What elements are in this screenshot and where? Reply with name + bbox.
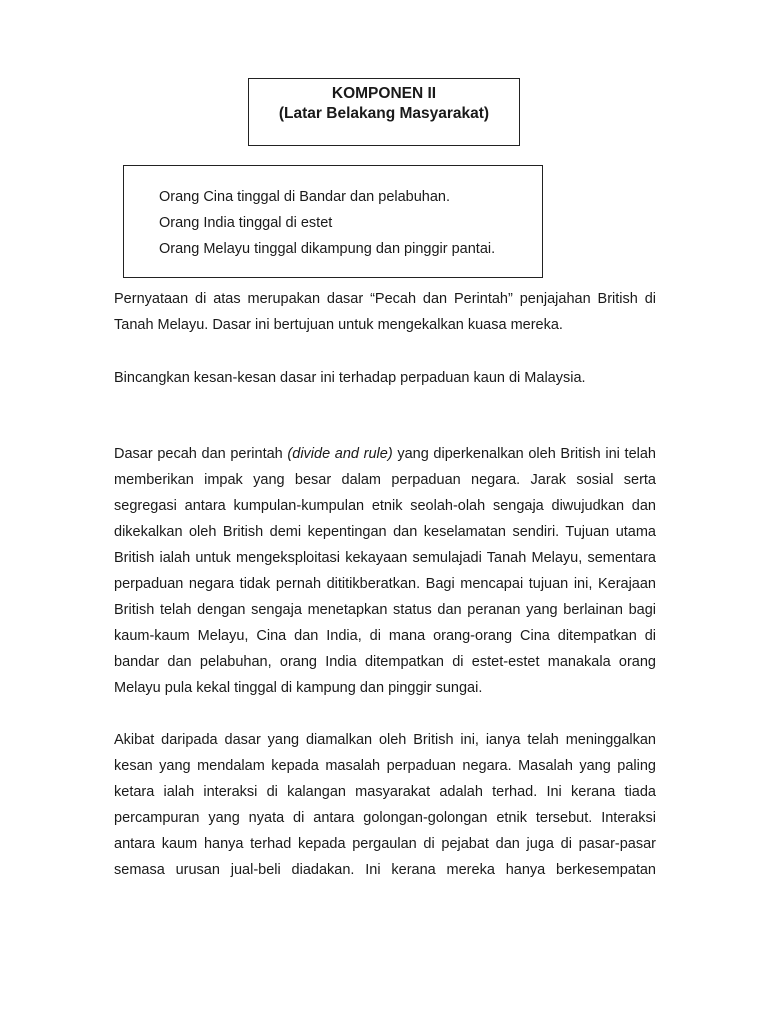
title-box (248, 78, 520, 146)
title-heading: KOMPONEN II (331, 85, 437, 102)
question-paragraph: Bincangkan kesan-kesan dasar ini terhadap perpaduan kaun di Malaysia. (114, 370, 586, 386)
title-subheading: (Latar Belakang Masyarakat) (278, 105, 490, 122)
statement-box (123, 165, 543, 278)
intro-paragraph: Pernyataan di atas merupakan dasar “Pecah dan Perintah” penjajahan British di Tanah Melayu. Dasar ini bertujuan untuk mengekalkan kuasa mereka. (114, 291, 656, 333)
essay-paragraph-2: Akibat daripada dasar yang diamalkan oleh British ini, ianya telah meninggalkan kesan yang mendalam kepada masalah perpaduan negara. Masalah yang paling ketara ialah interaksi di kalangan masyarakat adalah terhad. Ini kerana tiada percampuran yang nyata di antara golongan-golongan etnik tersebut. Interaksi antara kaum hanya terhad kepada pergaulan di pejabat dan juga di pasar-pasar semasa urusan jual-beli diadakan. Ini kerana mereka hanya berkesempatan (114, 732, 656, 878)
essay-italic-term: (divide and rule) (287, 446, 393, 462)
essay-paragraph-1-start: Dasar pecah dan perintah (114, 446, 288, 462)
statement-chinese: Orang Cina tinggal di Bandar dan pelabuhan. (159, 189, 451, 205)
statement-malay: Orang Melayu tinggal dikampung dan pinggir pantai. (159, 241, 496, 257)
essay-paragraph-1 (114, 441, 656, 701)
essay-paragraph-1-rest: yang diperkenalkan oleh British ini telah memberikan impak yang besar dalam perpaduan negara. Jarak sosial serta segregasi antara kumpulan-kumpulan etnik seolah-olah sengaja diwujudkan dan dikekalkan oleh British demi kepentingan dan keselamatan sendiri. Tujuan utama British ialah untuk mengeksploitasi kekayaan semulajadi Tanah Melayu, sementara perpaduan negara tidak pernah dititikberatkan. Bagi mencapai tujuan ini, Kerajaan British telah dengan sengaja menetapkan status dan peranan yang berlainan bagi kaum-kaum Melayu, Cina dan India, di mana orang-orang Cina ditempatkan di bandar dan pelabuhan, orang India ditempatkan di estet-estet manakala orang Melayu pula kekal tinggal di kampung dan pinggir sungai. (114, 446, 656, 696)
statement-indian: Orang India tinggal di estet (159, 215, 333, 231)
